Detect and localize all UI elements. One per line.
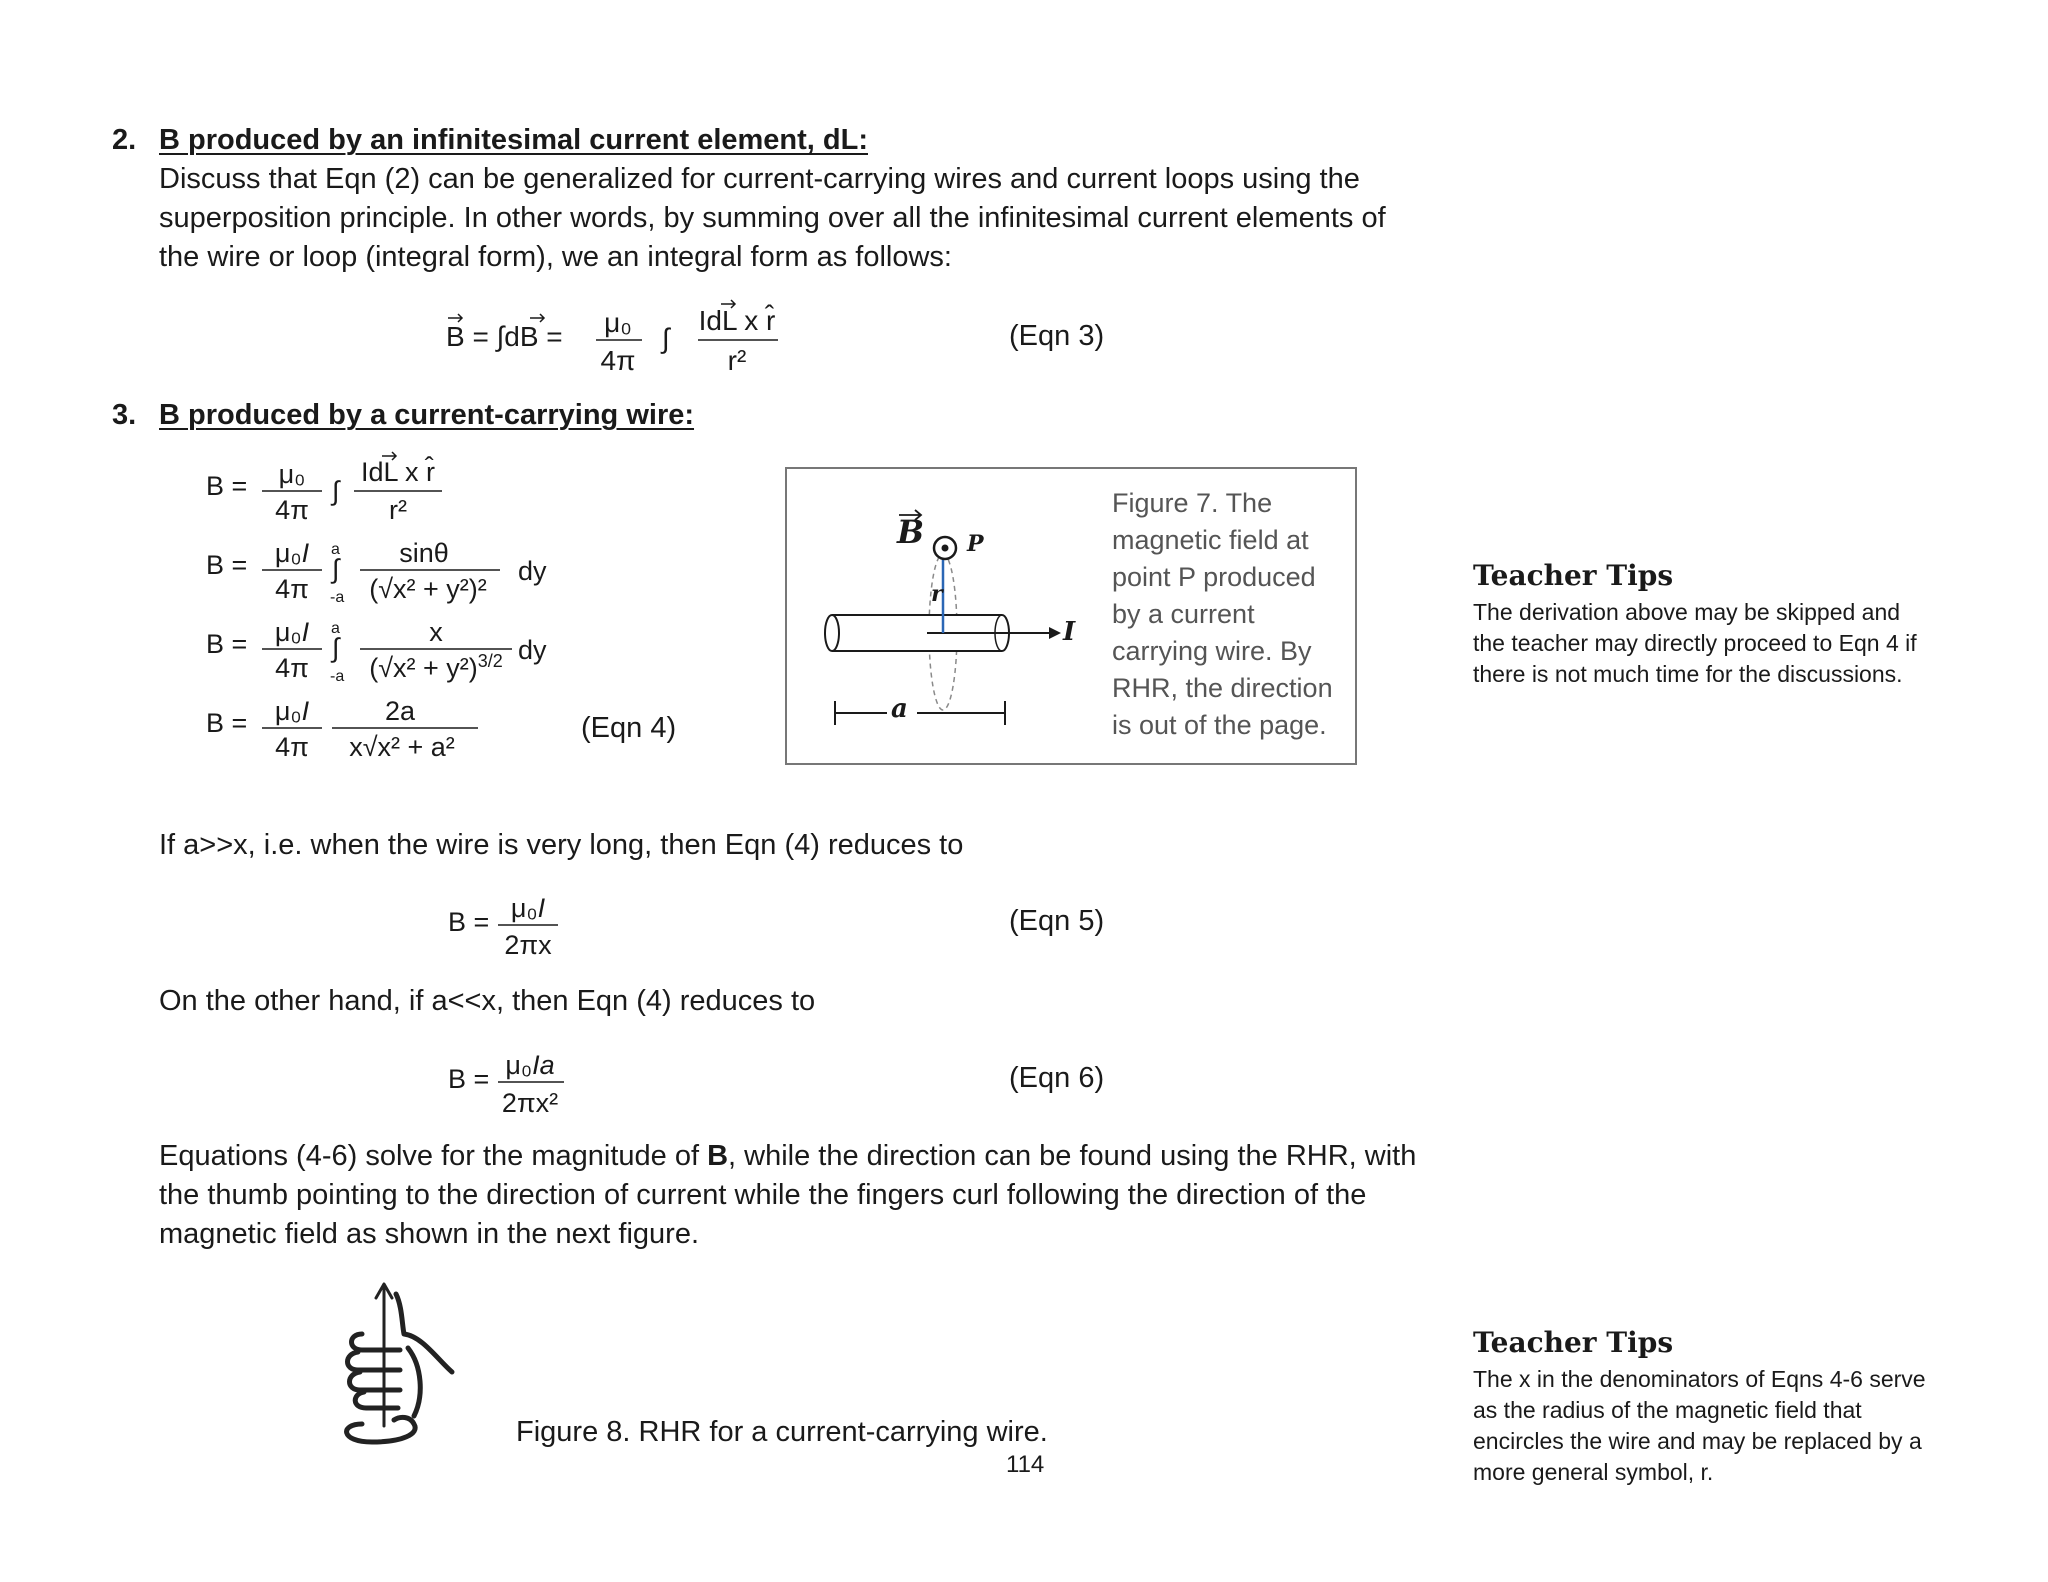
svg-text:μ₀I: μ₀I bbox=[274, 617, 310, 647]
svg-text:2πx²: 2πx² bbox=[501, 1088, 559, 1118]
teacher-tips-2-body: The x in the denominators of Eqns 4-6 serve as the radius of the magnetic field that encircles the wire and may be replaced by a more general symbol, r. bbox=[1473, 1366, 1926, 1485]
section-3-heading: B produced by a current-carrying wire: bbox=[159, 399, 695, 431]
section-2-number: 2. bbox=[112, 124, 137, 156]
svg-text:μ₀I: μ₀I bbox=[510, 893, 546, 923]
short-wire-text: On the other hand, if a<<x, then Eqn (4) reduces to bbox=[159, 985, 816, 1017]
figure-7-label-r: r bbox=[931, 581, 943, 607]
svg-text:∫: ∫ bbox=[662, 323, 670, 354]
svg-text:4π: 4π bbox=[275, 574, 309, 604]
svg-text:B =: B = bbox=[206, 708, 248, 738]
section-2-paragraph: Discuss that Eqn (2) can be generalized for current-carrying wires and current loops using the superposition principle. In other words, by summing over all the infinitesimal current elements of the wire or loop (integral form), we an integral form as follows: bbox=[159, 163, 1386, 273]
svg-text:2a: 2a bbox=[384, 696, 416, 726]
section-2-heading: B produced by an infinitesimal current element, dL: bbox=[159, 124, 868, 156]
equation-5 bbox=[440, 882, 600, 962]
figure-7-caption: Figure 7. The magnetic field at point P produced by a current carrying wire. By RHR, the direction is out of the page. bbox=[1112, 488, 1333, 740]
equation-5-label: (Eqn 5) bbox=[1009, 905, 1105, 937]
svg-text:(√x² + y²)²: (√x² + y²)² bbox=[369, 574, 487, 604]
svg-text:B =: B = bbox=[206, 629, 248, 659]
svg-text:4π: 4π bbox=[275, 495, 309, 525]
svg-text:B =: B = bbox=[206, 550, 248, 580]
equation-6 bbox=[440, 1038, 610, 1120]
figure-7-label-p: P bbox=[967, 531, 984, 557]
figure-7 bbox=[785, 467, 1357, 765]
figure-8-caption: Figure 8. RHR for a current-carrying wire. bbox=[516, 1416, 1048, 1448]
svg-text:2πx: 2πx bbox=[504, 930, 552, 960]
svg-text:r²: r² bbox=[389, 495, 407, 525]
svg-text:a: a bbox=[331, 541, 340, 558]
equation-4-label: (Eqn 4) bbox=[581, 712, 677, 744]
equations-paragraph: Equations (4-6) solve for the magnitude of B, while the direction can be found using the RHR, with the thumb pointing to the direction of current while the fingers curl following the direction of the magnetic field as shown in the next figure. bbox=[159, 1140, 1417, 1250]
long-wire-text: If a>>x, i.e. when the wire is very long, then Eqn (4) reduces to bbox=[159, 829, 964, 861]
svg-text:B =: B = bbox=[448, 1064, 490, 1094]
teacher-tips-2-title: Teacher Tips bbox=[1473, 1326, 1674, 1359]
svg-text:4π: 4π bbox=[600, 345, 636, 376]
equation-3 bbox=[440, 296, 820, 376]
svg-text:IdL x r̂: IdL x r̂ bbox=[698, 305, 776, 336]
figure-7-label-a: a bbox=[891, 694, 908, 724]
equation-6-label: (Eqn 6) bbox=[1009, 1062, 1105, 1094]
svg-text:B =: B = bbox=[448, 907, 490, 937]
teacher-tips-1-body: The derivation above may be skipped and the teacher may directly proceed to Eqn 4 if there is not much time for the discussions. bbox=[1473, 599, 1917, 687]
svg-text:-a: -a bbox=[330, 668, 345, 685]
svg-text:x: x bbox=[429, 617, 443, 647]
svg-text:-a: -a bbox=[330, 589, 345, 606]
figure-7-label-b: B bbox=[897, 513, 925, 551]
svg-text:dy: dy bbox=[518, 556, 547, 586]
svg-text:dy: dy bbox=[518, 635, 547, 665]
equation-3-label: (Eqn 3) bbox=[1009, 320, 1105, 352]
svg-text:r²: r² bbox=[727, 345, 747, 376]
section-3-number: 3. bbox=[112, 399, 137, 431]
page-number: 114 bbox=[1006, 1451, 1045, 1478]
svg-text:sinθ: sinθ bbox=[399, 538, 449, 568]
svg-text:4π: 4π bbox=[275, 732, 309, 762]
svg-text:μ₀: μ₀ bbox=[278, 459, 306, 489]
svg-text:B = ∫dB =: B = ∫dB = bbox=[446, 321, 563, 352]
svg-text:μ₀: μ₀ bbox=[604, 307, 632, 338]
svg-text:a: a bbox=[331, 620, 340, 637]
svg-text:μ₀I: μ₀I bbox=[274, 696, 310, 726]
svg-text:x√x² + a²: x√x² + a² bbox=[349, 732, 455, 762]
svg-text:∫: ∫ bbox=[332, 476, 340, 506]
equation-4-derivation bbox=[200, 450, 560, 770]
svg-text:∫: ∫ bbox=[332, 554, 340, 584]
figure-7-diagram bbox=[787, 469, 1107, 763]
svg-text:B =: B = bbox=[206, 471, 248, 501]
figure-7-label-i: I bbox=[1063, 617, 1076, 647]
svg-text:4π: 4π bbox=[275, 653, 309, 683]
svg-text:(√x² + y²)3/2: $(√x^2 + y^2)^{3/2}$ bbox=[369, 651, 503, 683]
svg-text:IdL x r̂: IdL x r̂ bbox=[360, 457, 436, 487]
teacher-tips-1-title: Teacher Tips bbox=[1473, 559, 1674, 592]
figure-8-rhr-hand-icon bbox=[342, 1276, 482, 1446]
svg-text:μ₀I: μ₀I bbox=[274, 538, 310, 568]
svg-text:μ₀Ia: μ₀Ia bbox=[505, 1050, 555, 1080]
svg-text:∫: ∫ bbox=[332, 633, 340, 663]
